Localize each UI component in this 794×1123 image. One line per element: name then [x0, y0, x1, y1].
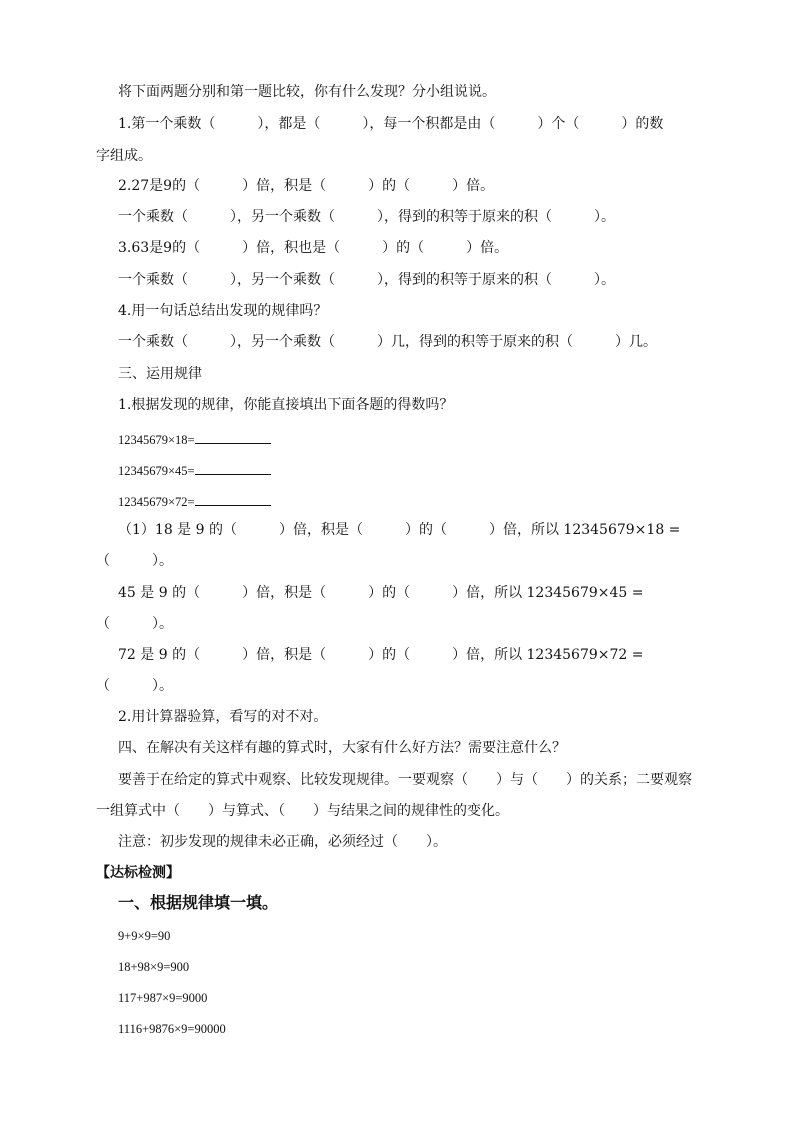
section3-q2: 2.用计算器验算，看写的对不对。 [118, 709, 328, 725]
q3-line2: 一个乘数（ ），另一个乘数（ ），得到的积等于原来的积（ ）。 [118, 272, 615, 288]
equation-18 [118, 429, 271, 448]
q1-line1: 1.第一个乘数（ ），都是（ ），每一个积都是由（ ）个（ ）的数 [118, 116, 664, 132]
q4-line2: 一个乘数（ ），另一个乘数（ ）几，得到的积等于原来的积（ ）几。 [118, 334, 657, 350]
p1-line1: （1）18 是 9 的（ ）倍，积是（ ）的（ ）倍，所以 12345679×18 = [118, 522, 681, 538]
section4-line2: 一组算式中（ ）与算式、（ ）与结果之间的规律性的变化。 [96, 803, 509, 819]
equation-45 [118, 460, 271, 479]
section3-q1: 1.根据发现的规律，你能直接填出下面各题的得数吗？ [118, 397, 454, 413]
check-header: 【达标检测】 [96, 865, 180, 881]
answer-blank-18[interactable] [195, 429, 271, 444]
q3-line1: 3.63是9的（ ）倍，积也是（ ）的（ ）倍。 [118, 240, 509, 256]
pattern-row-1: 9+9×9=90 [118, 929, 171, 943]
section4-title: 四、在解决有关这样有趣的算式时，大家有什么好方法？需要注意什么？ [118, 740, 566, 756]
p2-line1: 45 是 9 的（ ）倍，积是（ ）的（ ）倍，所以 12345679×45 = [118, 585, 644, 601]
pattern-row-2: 18+98×9=900 [118, 960, 190, 974]
equation-72-text: 12345679×72= [118, 495, 195, 509]
intro-text: 将下面两题分别和第一题比较，你有什么发现？分小组说说。 [118, 84, 496, 100]
section4-note: 注意：初步发现的规律未必正确，必须经过（ ）。 [118, 834, 447, 850]
equation-45-text: 12345679×45= [118, 464, 195, 478]
p3-line2: （ ）。 [96, 678, 173, 694]
q2-line1: 2.27是9的（ ）倍，积是（ ）的（ ）倍。 [118, 178, 495, 194]
section4-line1: 要善于在给定的算式中观察、比较发现规律。一要观察（ ）与（ ）的关系；二要观察 [118, 772, 692, 788]
q4-line1: 4.用一句话总结出发现的规律吗？ [118, 303, 328, 319]
answer-blank-72[interactable] [195, 491, 271, 506]
p3-line1: 72 是 9 的（ ）倍，积是（ ）的（ ）倍，所以 12345679×72 = [118, 647, 644, 663]
p2-line2: （ ）。 [96, 616, 173, 632]
equation-18-text: 12345679×18= [118, 433, 195, 447]
q2-line2: 一个乘数（ ），另一个乘数（ ），得到的积等于原来的积（ ）。 [118, 209, 615, 225]
equation-72 [118, 491, 271, 510]
pattern-row-4: 1116+9876×9=90000 [118, 1022, 226, 1036]
p1-line2: （ ）。 [96, 553, 173, 569]
q1-line2: 字组成。 [96, 148, 152, 164]
check-question-1: 一、根据规律填一填。 [118, 893, 279, 912]
section3-title: 三、运用规律 [118, 366, 202, 382]
answer-blank-45[interactable] [195, 460, 271, 475]
pattern-row-3: 117+987×9=9000 [118, 991, 208, 1005]
